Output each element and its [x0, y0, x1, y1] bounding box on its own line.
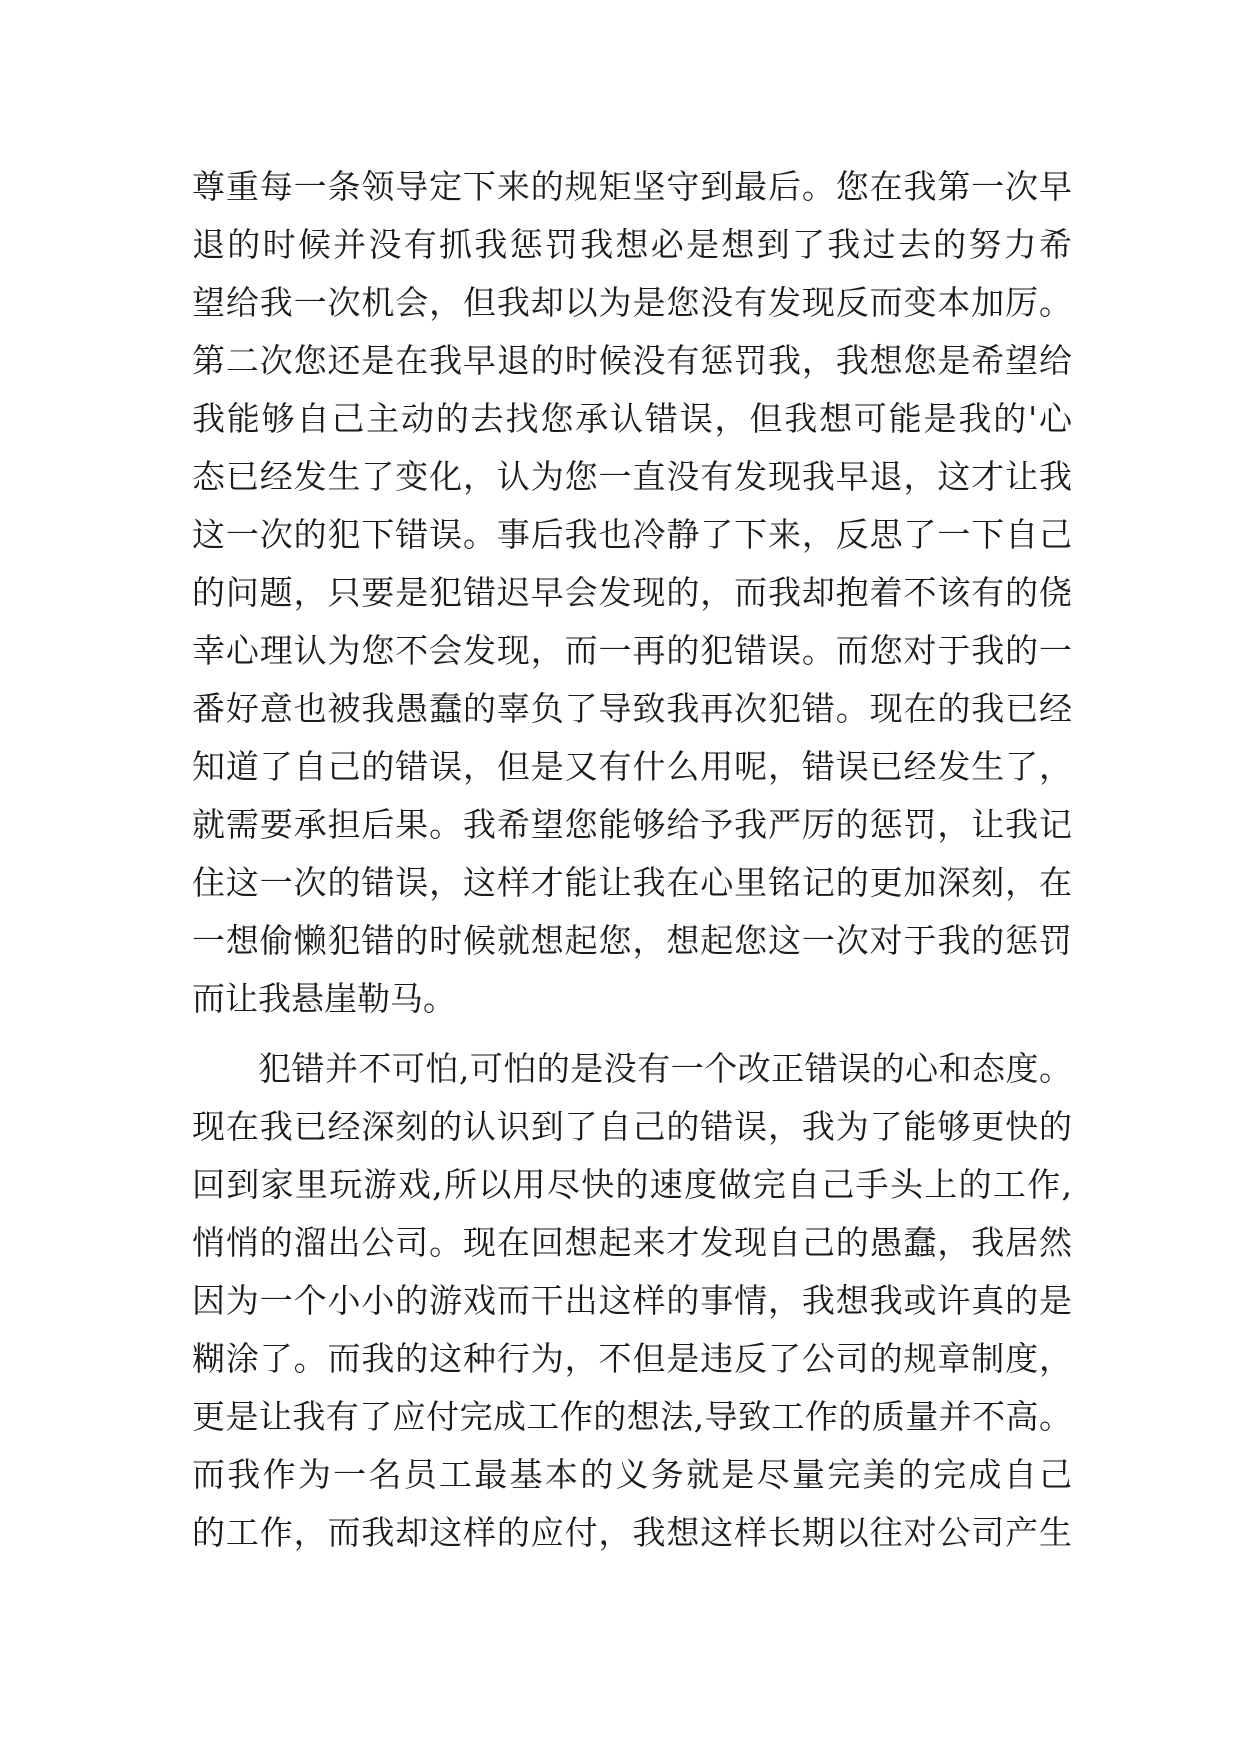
text-line: 回到家里玩游戏,所以用尽快的速度做完自己手头上的工作, — [192, 1165, 1072, 1204]
text-line: 幸心理认为您不会发现，而一再的犯错误。而您对于我的一 — [192, 631, 1072, 670]
text-line: 悄悄的溜出公司。现在回想起来才发现自己的愚蠢，我居然 — [192, 1223, 1072, 1262]
text-line: 第二次您还是在我早退的时候没有惩罚我，我想您是希望给 — [192, 341, 1072, 380]
text-line: 我能够自己主动的去找您承认错误，但我想可能是我的'心 — [192, 399, 1072, 438]
text-line: 而我作为一名员工最基本的义务就是尽量完美的完成自己 — [192, 1455, 1072, 1494]
text-line: 糊涂了。而我的这种行为，不但是违反了公司的规章制度， — [192, 1339, 1072, 1378]
text-line: 更是让我有了应付完成工作的想法,导致工作的质量并不高。 — [192, 1397, 1072, 1436]
text-line: 犯错并不可怕,可怕的是没有一个改正错误的心和态度。 — [258, 1049, 1072, 1088]
text-line: 就需要承担后果。我希望您能够给予我严厉的惩罚，让我记 — [192, 805, 1072, 844]
body-text — [192, 158, 1072, 1562]
text-line: 这一次的犯下错误。事后我也冷静了下来，反思了一下自己 — [192, 515, 1072, 554]
text-line: 尊重每一条领导定下来的规矩坚守到最后。您在我第一次早 — [192, 167, 1072, 206]
text-line: 望给我一次机会，但我却以为是您没有发现反而变本加厉。 — [192, 283, 1072, 322]
paragraph-2 — [192, 1040, 1072, 1562]
text-line: 知道了自己的错误，但是又有什么用呢，错误已经发生了， — [192, 747, 1072, 786]
text-line: 的问题，只要是犯错迟早会发现的，而我却抱着不该有的侥 — [192, 573, 1072, 612]
text-line: 现在我已经深刻的认识到了自己的错误，我为了能够更快的 — [192, 1107, 1072, 1146]
text-line: 的工作，而我却这样的应付，我想这样长期以往对公司产生 — [192, 1513, 1072, 1552]
paragraph-1 — [192, 158, 1072, 1028]
text-line: 态已经发生了变化，认为您一直没有发现我早退，这才让我 — [192, 457, 1072, 496]
text-line: 一想偷懒犯错的时候就想起您，想起您这一次对于我的惩罚 — [192, 921, 1072, 960]
text-line: 退的时候并没有抓我惩罚我想必是想到了我过去的努力希 — [192, 225, 1072, 264]
text-line: 番好意也被我愚蠢的辜负了导致我再次犯错。现在的我已经 — [192, 689, 1072, 728]
text-line: 而让我悬崖勒马。 — [192, 979, 456, 1018]
paragraph-spacer — [192, 1028, 1072, 1040]
text-line: 因为一个小小的游戏而干出这样的事情，我想我或许真的是 — [192, 1281, 1072, 1320]
text-line: 住这一次的错误，这样才能让我在心里铭记的更加深刻，在 — [192, 863, 1072, 902]
